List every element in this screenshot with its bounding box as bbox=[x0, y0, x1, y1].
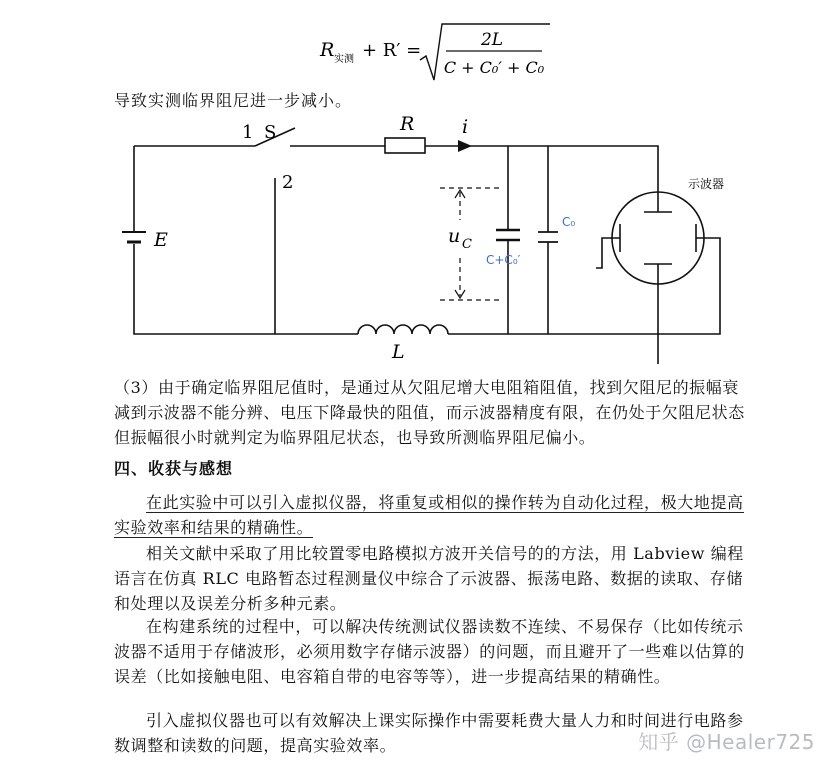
paragraph-p3: 在构建系统的过程中，可以解决传统测试仪器读数不连续、不易保存（比如传统示波器不适用于存储波形，必须用数字存储示波器）的问题，而且避开了一些难以估算的误差（比如接触电阻、电容箱自带的电容等等），进一步提高结果的精确性。 bbox=[114, 617, 745, 686]
c0-hand-label: C₀ bbox=[562, 215, 576, 229]
voltage-label: u bbox=[448, 225, 461, 247]
scope-left-lead bbox=[596, 238, 620, 268]
inductor-label: L bbox=[392, 341, 405, 363]
inductor bbox=[358, 325, 448, 334]
voltage-sub-label: C bbox=[462, 237, 472, 252]
formula-numerator: 2L bbox=[480, 30, 504, 50]
wire-left-bottom bbox=[134, 244, 275, 334]
paragraph-3: （3）由于确定临界阻尼值时，是通过从欠阻尼增大电阻箱阻值，找到欠阻尼的振幅衰减到示波器不能分辨、电压下降最快的阻值，而示波器精度有限，在仍处于欠阻尼状态但振幅很小时就判定为临界阻尼状态，也导致所测临界阻尼偏小。 bbox=[114, 378, 745, 447]
paragraph-p4: 引入虚拟仪器也可以有效解决上课实际操作中需要耗费大量人力和时间进行电路参数调整和读数的问题，提高实验效率。 bbox=[114, 711, 744, 755]
switch-pos2-label: 2 bbox=[282, 172, 294, 193]
capacitor-hand-label: C+C₀′ bbox=[486, 253, 521, 267]
wire-bottom-rail bbox=[508, 240, 720, 334]
resistor-label: R bbox=[400, 113, 415, 135]
formula-denominator: C + C₀′ + C₀ bbox=[443, 58, 545, 77]
section-heading: 四、收获与感想 bbox=[114, 459, 234, 478]
circuit-diagram bbox=[110, 108, 770, 376]
paragraph-p1 bbox=[114, 490, 754, 540]
formula-lhs-sub: 实测 bbox=[334, 54, 354, 65]
scope-right-lead bbox=[696, 238, 720, 240]
switch-pos1-label: 1 bbox=[242, 122, 254, 143]
formula-rprime: + R′ = bbox=[362, 40, 422, 61]
current-label: i bbox=[462, 116, 469, 138]
current-arrow bbox=[458, 140, 472, 152]
watermark: 知乎 @Healer725 bbox=[638, 730, 815, 754]
formula-lhs-r: R bbox=[320, 39, 335, 61]
scope-hand-label: 示波器 bbox=[688, 177, 725, 191]
text-line-after-formula: 导致实测临界阻尼进一步减小。 bbox=[114, 91, 353, 110]
source-label: E bbox=[154, 229, 168, 251]
wire-top-rail bbox=[508, 146, 658, 192]
paragraph-p1-text: 在此实验中可以引入虚拟仪器，将重复或相似的操作转为自动化过程，极大地提高实验效率和结果的精确性。 bbox=[114, 493, 744, 537]
resistor bbox=[385, 138, 425, 153]
paragraph-p2: 相关文献中采取了用比较置零电路模拟方波开关信号的的方法，用 Labview 编程语言在仿真 RLC 电路暂态过程测量仪中综合了示波器、振荡电路、数据的读取、存储和处理以及误差分析多种元素。 bbox=[114, 544, 744, 613]
formula bbox=[320, 18, 560, 88]
switch-label: S bbox=[264, 122, 277, 143]
